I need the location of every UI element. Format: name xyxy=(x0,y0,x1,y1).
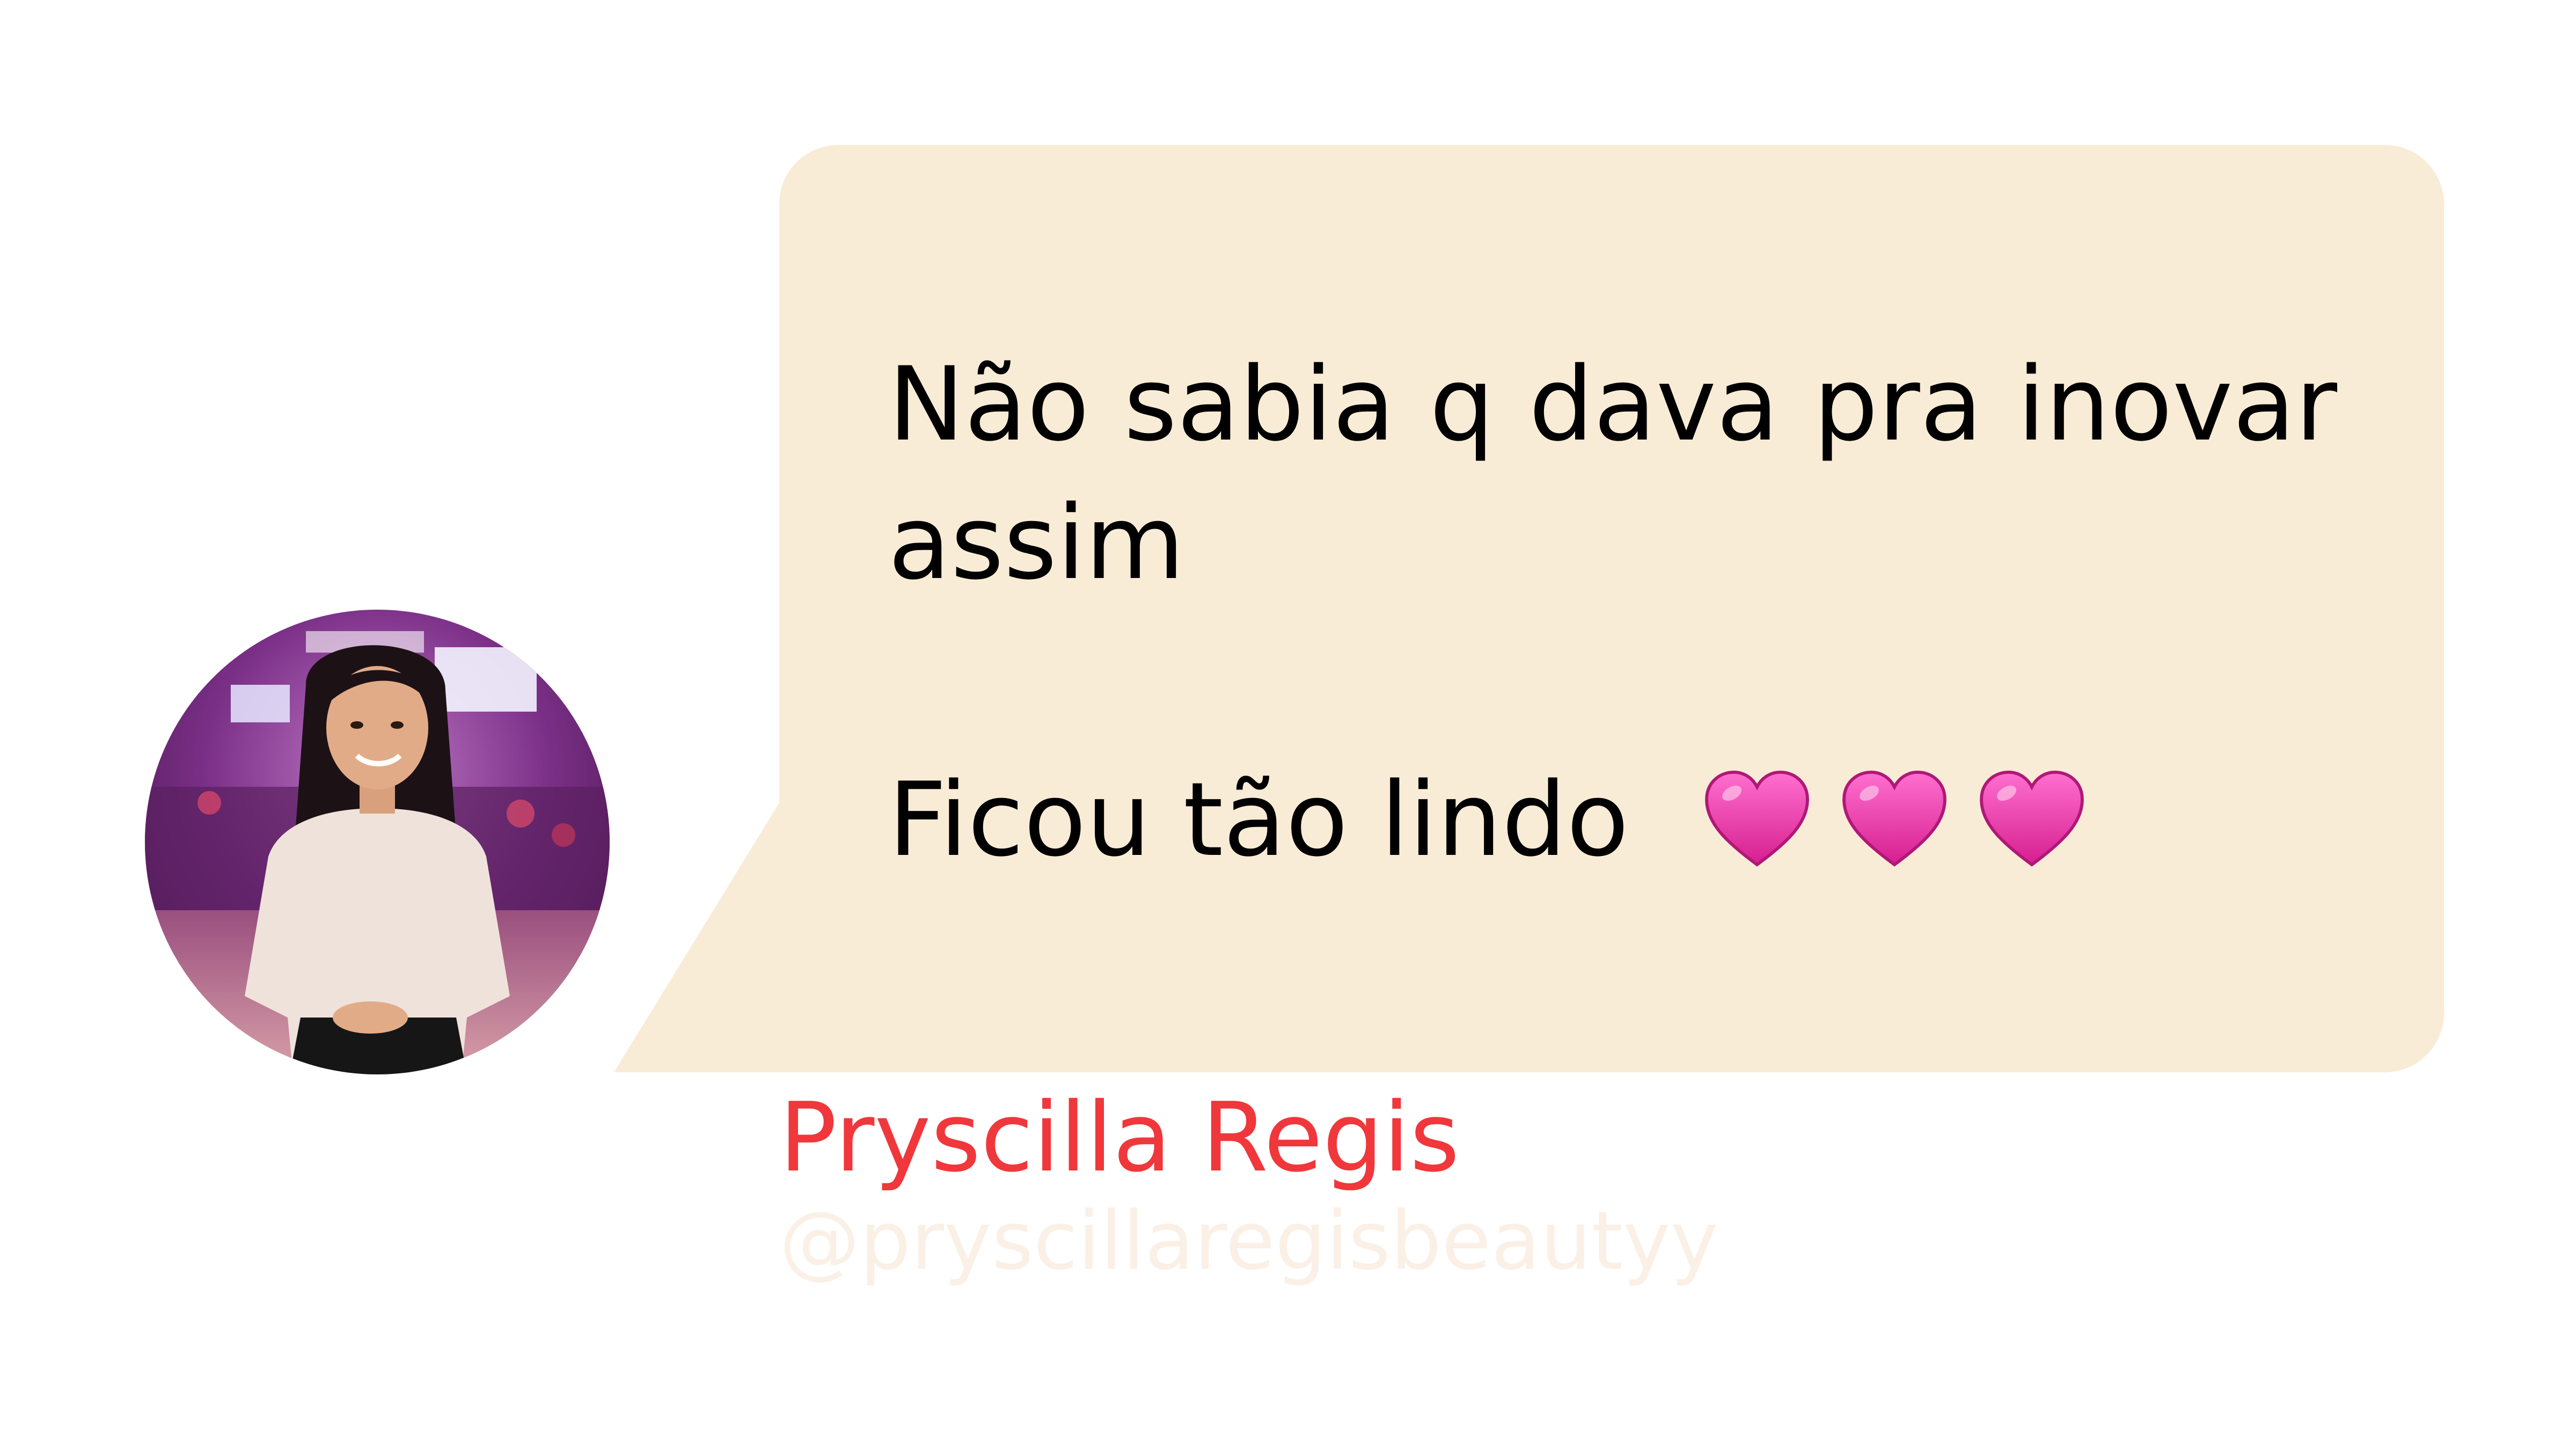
pink-heart-icon xyxy=(1979,770,2084,867)
author-name: Pryscilla Regis xyxy=(779,1082,1460,1193)
message-line-1: Não sabia q dava pra inovar xyxy=(888,345,2337,464)
pink-heart-icon xyxy=(1842,770,1947,867)
message-line-2: assim xyxy=(888,484,1185,602)
pink-heart-icon xyxy=(1704,770,1810,867)
speech-bubble-tail xyxy=(614,784,791,1072)
testimonial-message xyxy=(888,335,2337,889)
author-handle: @pryscillaregisbeautyy xyxy=(779,1195,1718,1288)
hearts-group xyxy=(1672,751,2084,889)
avatar xyxy=(145,610,610,1074)
message-line-3-wrapper xyxy=(888,751,2337,889)
message-line-3: Ficou tão lindo xyxy=(888,760,1629,879)
avatar-photo xyxy=(145,610,610,1074)
